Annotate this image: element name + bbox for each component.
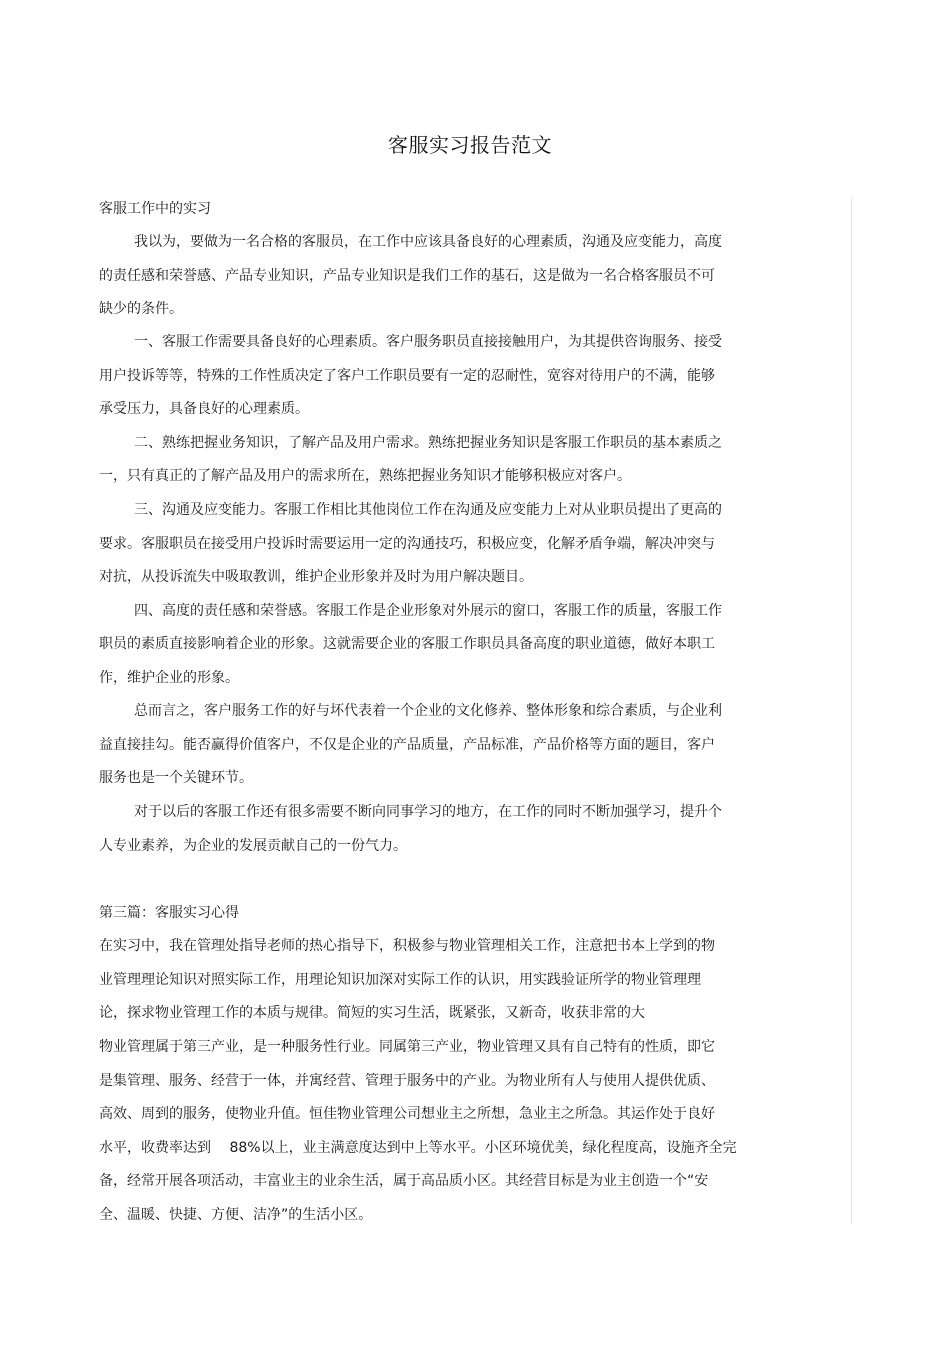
section-heading: 客服工作中的实习 (99, 201, 211, 217)
paragraph-line: 物业管理属于第三产业，是一种服务性行业。同属第三产业，物业管理又具有自己特有的性质，即它 (99, 1039, 715, 1055)
paragraph-line: 人专业素养，为企业的发展贡献自己的一份气力。 (99, 838, 407, 854)
paragraph-line: 四、高度的责任感和荣誉感。客服工作是企业形象对外展示的窗口，客服工作的质量，客服工作 (134, 603, 722, 619)
paragraph-line: 的责任感和荣誉感、产品专业知识，产品专业知识是我们工作的基石，这是做为一名合格客服员不可 (99, 268, 715, 284)
paragraph-line: 一，只有真正的了解产品及用户的需求所在，熟练把握业务知识才能够积极应对客户。 (99, 468, 631, 484)
paragraph-line: 论，探求物业管理工作的本质与规律。简短的实习生活，既紧张，又新奇，收获非常的大 (99, 1005, 645, 1021)
paragraph-line: 职员的素质直接影响着企业的形象。这就需要企业的客服工作职员具备高度的职业道德，做好本职工 (99, 636, 715, 652)
paragraph-line: 三、沟通及应变能力。客服工作相比其他岗位工作在沟通及应变能力上对从业职员提出了更高的 (134, 502, 722, 518)
paragraph-line: 二、熟练把握业务知识，了解产品及用户需求。熟练把握业务知识是客服工作职员的基本素质之 (134, 435, 722, 451)
paragraph-line: 水平，收费率达到 88%以上，业主满意度达到中上等水平。小区环境优美，绿化程度高，设施齐全完 (99, 1140, 737, 1156)
paragraph-line: 服务也是一个关键环节。 (99, 770, 253, 786)
paragraph-line: 用户投诉等等，特殊的工作性质决定了客户工作职员要有一定的忍耐性，宽容对待用户的不满，能够 (99, 368, 715, 384)
section-heading: 第三篇：客服实习心得 (99, 905, 239, 921)
paragraph-line: 高效、周到的服务，使物业升值。恒佳物业管理公司想业主之所想，急业主之所急。其运作处于良好 (99, 1106, 715, 1122)
paragraph-line: 总而言之，客户服务工作的好与坏代表着一个企业的文化修养、整体形象和综合素质，与企业利 (134, 703, 722, 719)
paragraph-line: 益直接挂勾。能否赢得价值客户，不仅是企业的产品质量，产品标准，产品价格等方面的题目，客户 (99, 737, 715, 753)
paragraph-line: 要求。客服职员在接受用户投诉时需要运用一定的沟通技巧，积极应变，化解矛盾争端，解决冲突与 (99, 536, 715, 552)
paragraph-line: 全、温暖、快捷、方便、洁净”的生活小区。 (99, 1207, 373, 1223)
paragraph-line: 对于以后的客服工作还有很多需要不断向同事学习的地方，在工作的同时不断加强学习，提升个 (134, 804, 722, 820)
paragraph-line: 我以为，要做为一名合格的客服员，在工作中应该具备良好的心理素质，沟通及应变能力，高度 (134, 234, 722, 250)
paragraph-line: 在实习中，我在管理处指导老师的热心指导下，积极参与物业管理相关工作，注意把书本上学到的物 (99, 938, 715, 954)
paragraph-line: 缺少的条件。 (99, 301, 183, 317)
paragraph-line: 作，维护企业的形象。 (99, 670, 239, 686)
paragraph-line: 承受压力，具备良好的心理素质。 (99, 401, 309, 417)
paragraph-line: 业管理理论知识对照实际工作，用理论知识加深对实际工作的认识，用实践验证所学的物业管理理 (99, 972, 701, 988)
margin-rule (851, 197, 852, 1225)
paragraph-line: 是集管理、服务、经营于一体，并寓经营、管理于服务中的产业。为物业所有人与使用人提供优质、 (99, 1073, 715, 1089)
document-title: 客服实习报告范文 (388, 133, 552, 157)
paragraph-line: 对抗，从投诉流失中吸取教训，维护企业形象并及时为用户解决题目。 (99, 569, 533, 585)
paragraph-line: 备，经常开展各项活动，丰富业主的业余生活，属于高品质小区。其经营目标是为业主创造一个“安 (99, 1173, 709, 1189)
paragraph-line: 一、客服工作需要具备良好的心理素质。客户服务职员直接接触用户，为其提供咨询服务、接受 (134, 334, 722, 350)
